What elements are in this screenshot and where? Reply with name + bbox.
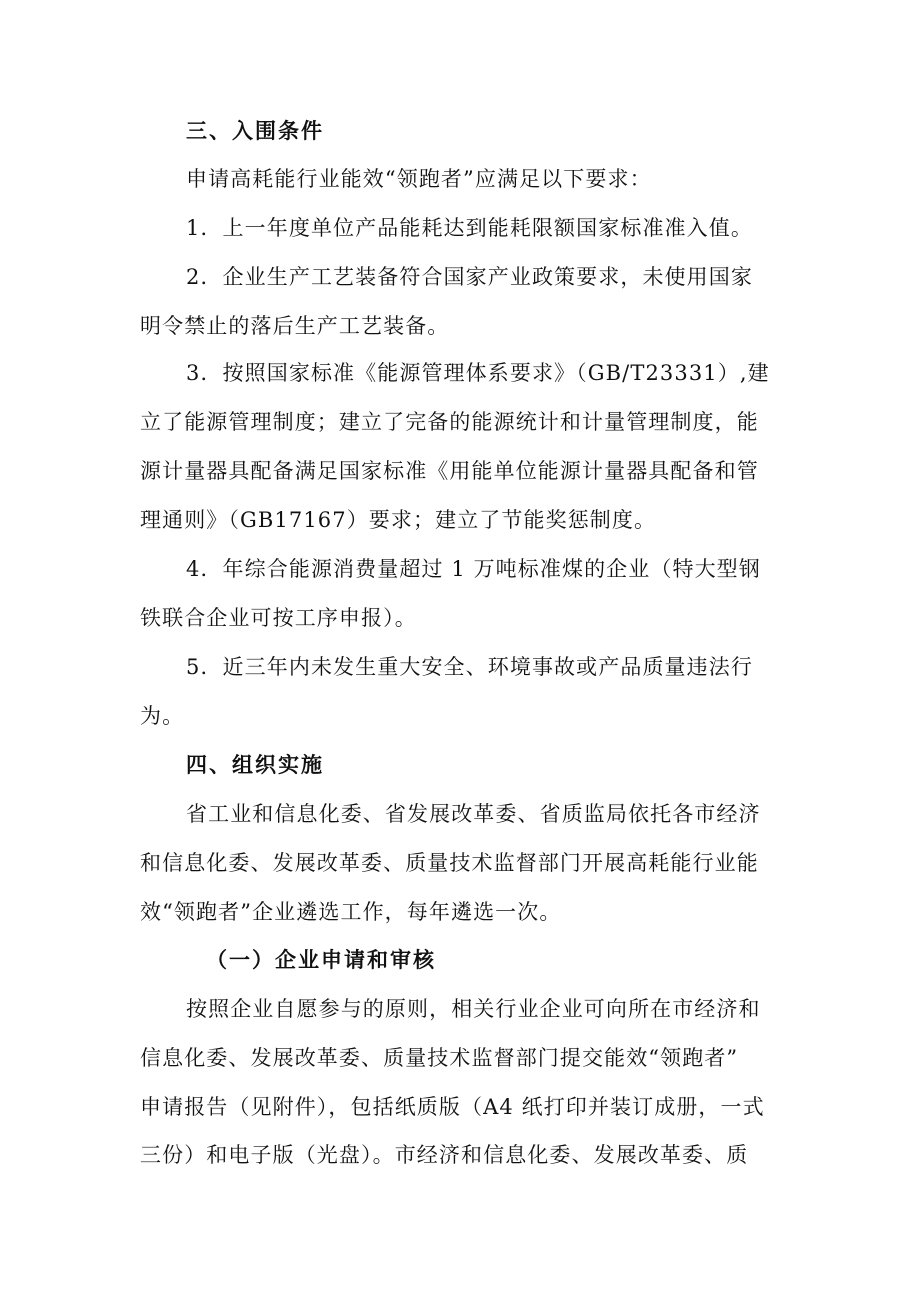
paragraph-intro: 申请高耗能行业能效“领跑者”应满足以下要求： (186, 167, 652, 191)
section-heading-entry-conditions: 三、入围条件 (186, 119, 324, 143)
paragraph-2-line3: 申请报告（见附件），包括纸质版（A4 纸打印并装订成册，一式 (140, 1095, 765, 1119)
list-item-2-line1: 2．企业生产工艺装备符合国家产业政策要求，未使用国家 (186, 265, 753, 289)
paragraph-2-line4: 三份）和电子版（光盘）。市经济和信息化委、发展改革委、质 (140, 1143, 749, 1167)
list-item-4-line1: 4．年综合能源消费量超过 1 万吨标准煤的企业（特大型钢 (186, 557, 761, 581)
paragraph-2-line2: 信息化委、发展改革委、质量技术监督部门提交能效“领跑者” (140, 1046, 739, 1070)
list-item-5-line2: 为。 (140, 704, 185, 728)
list-item-3-line3: 源计量器具配备满足国家标准《用能单位能源计量器具配备和管 (140, 459, 759, 483)
section-heading-implementation: 四、组织实施 (186, 753, 324, 777)
list-item-1: 1．上一年度单位产品能耗达到能耗限额国家标准准入值。 (186, 216, 753, 240)
list-item-3-line2: 立了能源管理制度；建立了完备的能源统计和计量管理制度，能 (140, 410, 759, 434)
list-item-5-line1: 5．近三年内未发生重大安全、环境事故或产品质量违法行 (186, 655, 753, 679)
list-item-4-line2: 铁联合企业可按工序申报）。 (140, 606, 417, 630)
list-item-3-line4: 理通则》（GB17167）要求；建立了节能奖惩制度。 (140, 508, 657, 532)
paragraph-1-line3: 效“领跑者”企业遴选工作，每年遴选一次。 (140, 900, 562, 924)
list-item-2-line2: 明令禁止的落后生产工艺装备。 (140, 314, 450, 338)
paragraph-2-line1: 按照企业自愿参与的原则，相关行业企业可向所在市经济和 (186, 997, 761, 1021)
paragraph-1-line2: 和信息化委、发展改革委、质量技术监督部门开展高耗能行业能 (140, 851, 759, 875)
paragraph-1-line1: 省工业和信息化委、省发展改革委、省质监局依托各市经济 (186, 802, 761, 826)
subsection-heading-application: （一）企业申请和审核 (206, 948, 436, 972)
list-item-3-line1: 3．按照国家标准《能源管理体系要求》（GB/T23331）,建 (186, 361, 770, 385)
